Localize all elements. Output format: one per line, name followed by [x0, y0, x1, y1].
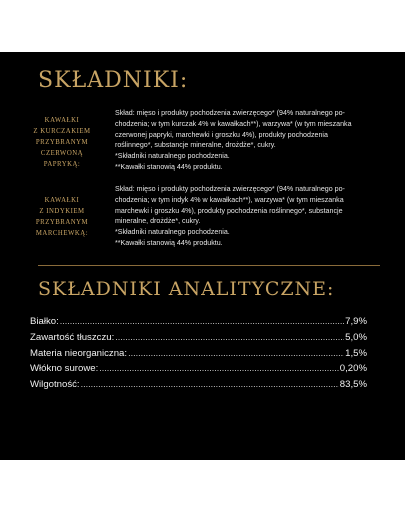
row-label: Białko: [30, 316, 59, 327]
analytical-row [30, 363, 367, 379]
analytical-row [30, 348, 367, 364]
row-value: 5,0% [345, 331, 367, 343]
ingredients-text-chicken: Skład: mięso i produkty pochodzenia zwierzęcego* (94% naturalnego po- chodzenia; w tym kurczak 4% w kawałkach**), warzywa* (w tym mieszanka czerwonej papryki, marchewki i groszku 4%), produkty pochodzenia roślinnego*, substancje mineralne, drożdże*, cukry. *Składniki naturalnego pochodzenia. **Kawałki stanowią 44% produktu. [115, 109, 352, 171]
row-label: Włókno surowe: [30, 363, 99, 375]
product-name-turkey: KAWAŁKI Z INDYKIEM PRZYBRANYM MARCHEWKĄ: [35, 197, 89, 237]
dot-leader [99, 363, 339, 373]
ingredients-text-turkey: Skład: mięso i produkty pochodzenia zwierzęcego* (94% naturalnego po- chodzenia; w tym indyk 4% w kawałkach**), warzywa* (w tym mieszanka marchewki i groszku 4%), produkty pochodzenia roślinnego*, substancje mineralne, drożdże*, cukry. *Składniki naturalnego pochodzenia. **Kawałki stanowią 44% produktu. [115, 185, 345, 247]
row-label: Zawartość tłuszczu: [30, 331, 115, 343]
row-label: Wilgotność: [30, 379, 80, 391]
dot-leader [60, 316, 344, 326]
row-label: Materia nieorganiczna: [30, 347, 128, 359]
row-value: 7,9% [345, 316, 367, 327]
product-name-chicken: KAWAŁKI Z KURCZAKIEM PRZYBRANYM CZERWONĄ PAPRYKĄ: [33, 117, 91, 168]
analytical-row [30, 332, 367, 348]
analytical-heading: SKŁADNIKI ANALITYCZNE: [38, 278, 335, 300]
analytical-row [30, 379, 367, 395]
dot-leader [115, 332, 344, 342]
row-value: 0,20% [339, 363, 367, 375]
row-value: 1,5% [345, 347, 367, 359]
analytical-table [30, 316, 367, 395]
dot-leader [81, 379, 339, 389]
section-divider [38, 265, 380, 266]
nutrition-panel [0, 52, 405, 460]
dot-leader [128, 348, 344, 358]
ingredients-heading: SKŁADNIKI: [38, 68, 189, 93]
analytical-row [30, 316, 367, 332]
row-value: 83,5% [339, 379, 367, 391]
